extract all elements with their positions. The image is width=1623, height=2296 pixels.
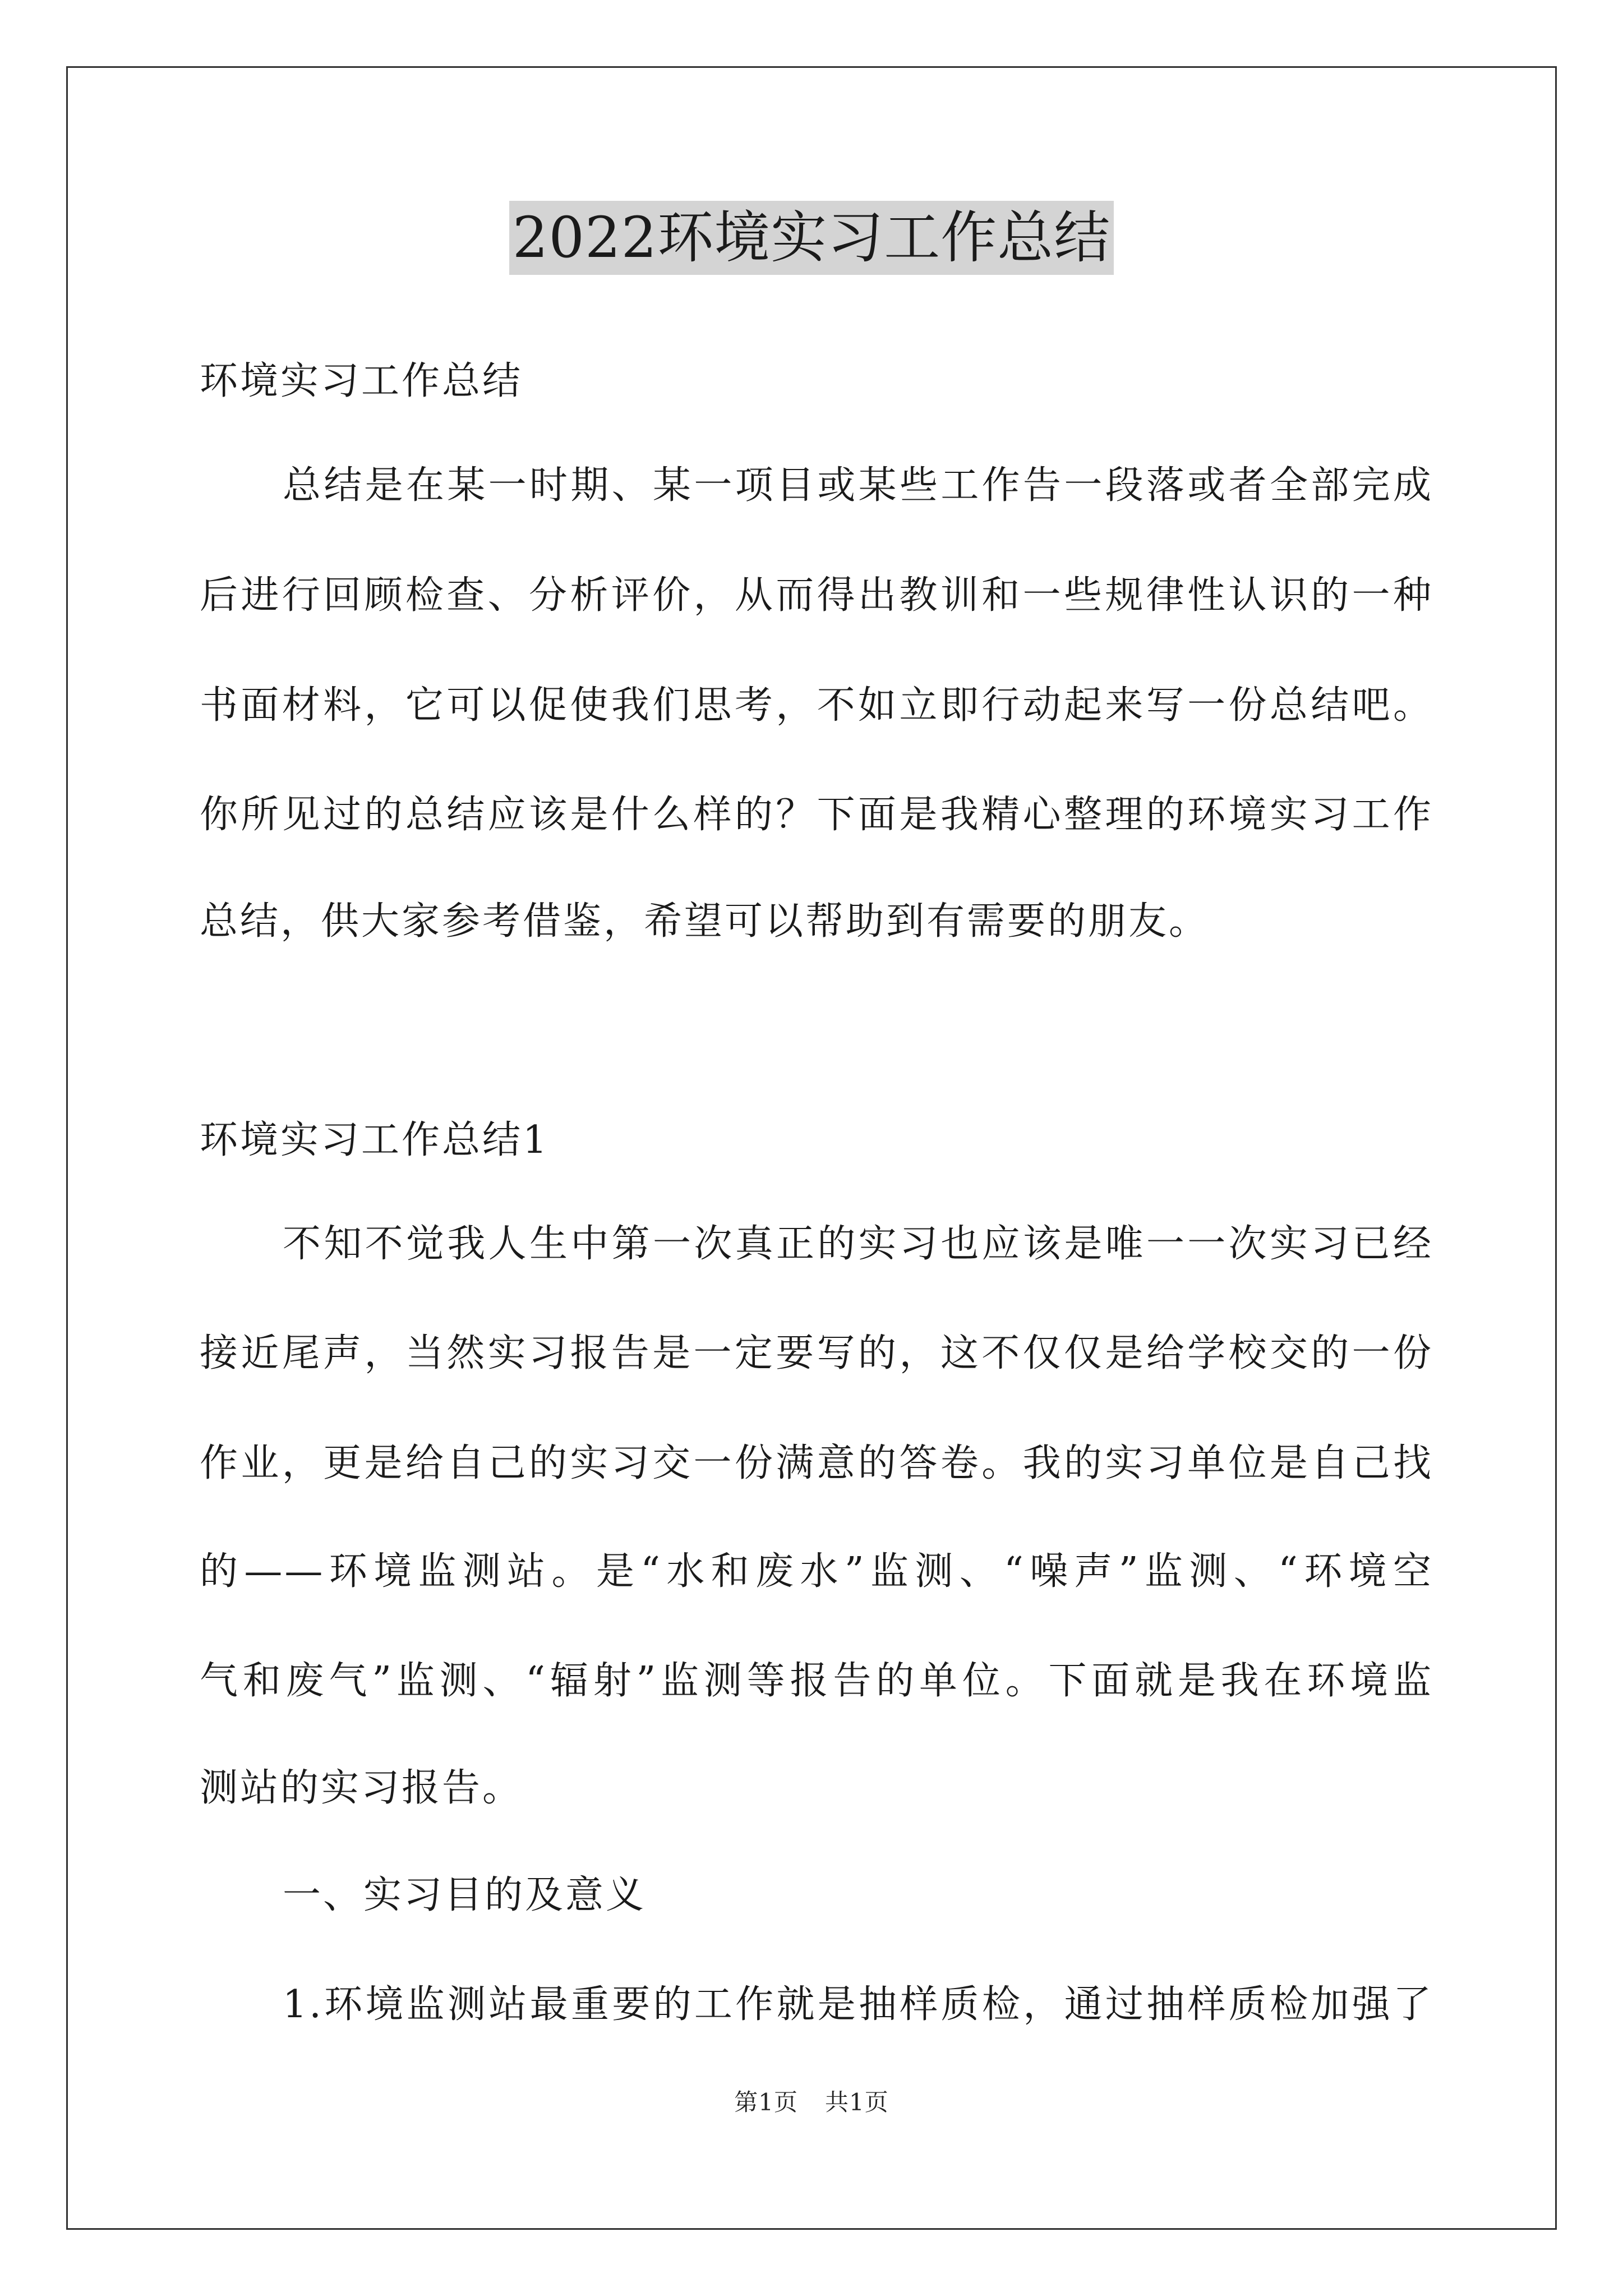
page-total: 共1页 (825, 2088, 889, 2116)
subheading: 一、实习目的及意义 (283, 1873, 647, 1917)
title-wrap (0, 201, 1623, 275)
section-line: 的——环境监测站。是“水和废水”监测、“噪声”监测、“环境空 (200, 1549, 1433, 1594)
intro-line: 总结是在某一时期、某一项目或某些工作告一段落或者全部完成 (283, 463, 1433, 508)
subtitle: 环境实习工作总结 (200, 359, 523, 403)
document-title: 2022环境实习工作总结 (509, 201, 1114, 275)
intro-line: 总结，供大家参考借鉴，希望可以帮助到有需要的朋友。 (200, 899, 1210, 944)
section-line: 气和废气”监测、“辐射”监测等报告的单位。下面就是我在环境监 (200, 1659, 1433, 1703)
section-heading: 环境实习工作总结1 (200, 1118, 550, 1162)
page-footer (0, 2088, 1623, 2117)
intro-line: 书面材料，它可以促使我们思考，不如立即行动起来写一份总结吧。 (200, 683, 1433, 728)
page-number: 第1页 (734, 2088, 798, 2116)
section-line: 不知不觉我人生中第一次真正的实习也应该是唯一一次实习已经 (283, 1222, 1433, 1266)
intro-line: 后进行回顾检查、分析评价，从而得出教训和一些规律性认识的一种 (200, 573, 1433, 618)
section-line: 接近尾声，当然实习报告是一定要写的，这不仅仅是给学校交的一份 (200, 1331, 1433, 1375)
list-item: 1.环境监测站最重要的工作就是抽样质检，通过抽样质检加强了 (283, 1982, 1433, 2027)
section-line: 测站的实习报告。 (200, 1766, 523, 1810)
section-line: 作业，更是给自己的实习交一份满意的答卷。我的实习单位是自己找 (200, 1441, 1433, 1485)
intro-line: 你所见过的总结应该是什么样的？下面是我精心整理的环境实习工作 (200, 793, 1433, 837)
